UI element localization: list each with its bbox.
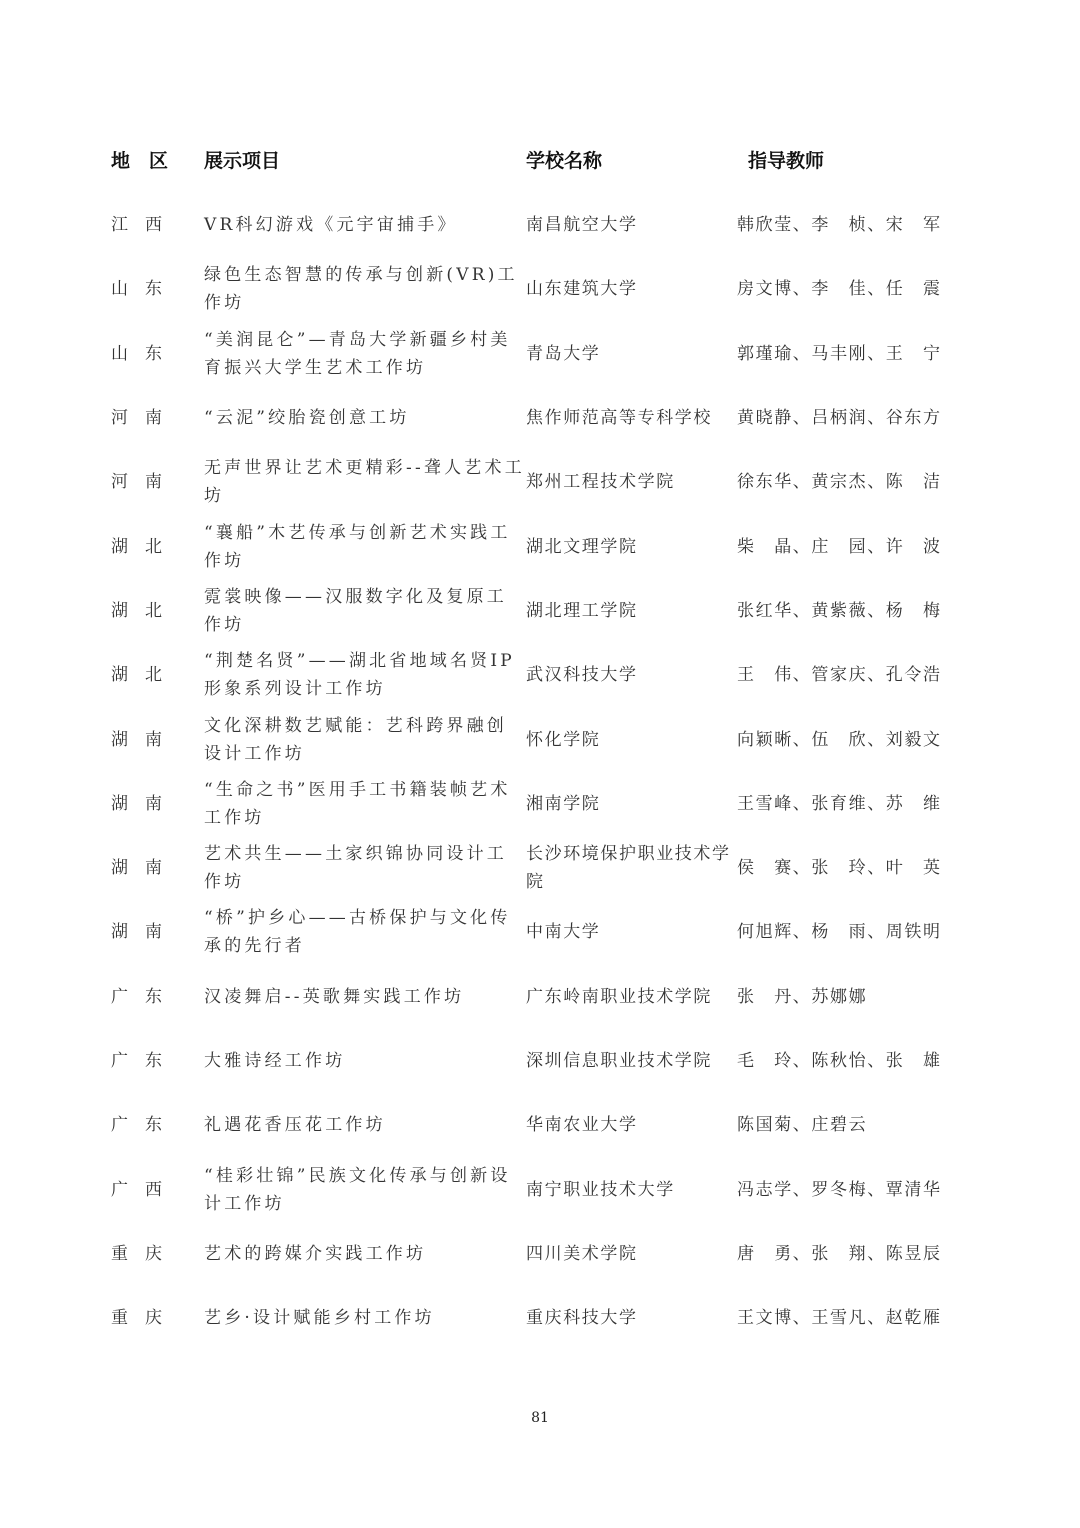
cell-project: 艺乡·设计赋能乡村工作坊	[204, 1308, 435, 1329]
cell-teacher: 张 丹、苏娜娜	[737, 986, 868, 1007]
cell-teacher: 唐 勇、张 翔、陈昱辰	[737, 1243, 942, 1264]
cell-project: “桂彩壮锦”民族文化传承与创新设计工作坊	[204, 1165, 511, 1214]
table-row	[0, 1029, 1080, 1093]
cell-region: 广 东	[111, 986, 162, 1007]
table-row	[0, 257, 1080, 321]
cell-project: “云泥”绞胎瓷创意工坊	[204, 408, 410, 429]
cell-region: 湖 北	[111, 600, 162, 621]
cell-project: 大雅诗经工作坊	[204, 1051, 346, 1071]
table-row	[0, 707, 1080, 771]
cell-teacher: 陈国菊、庄碧云	[737, 1115, 868, 1136]
cell-region: 江 西	[111, 215, 162, 236]
cell-school: 深圳信息职业技术学院	[526, 1051, 712, 1071]
cell-school: 南宁职业技术大学	[526, 1179, 675, 1200]
cell-teacher: 王雪峰、张育维、苏 维	[737, 793, 942, 814]
cell-school: 湖北理工学院	[526, 600, 638, 621]
cell-region: 广 东	[111, 1051, 162, 1071]
cell-teacher: 郭瑾瑜、马丰刚、王 宁	[737, 343, 942, 364]
cell-region: 河 南	[111, 472, 162, 493]
table-row	[0, 643, 1080, 707]
cell-region: 山 东	[111, 343, 162, 364]
cell-school: 郑州工程技术学院	[526, 472, 675, 493]
cell-teacher: 王 伟、管家庆、孔令浩	[737, 665, 942, 686]
table-row	[0, 965, 1080, 1029]
cell-region: 广 西	[111, 1179, 162, 1200]
cell-school: 广东岭南职业技术学院	[526, 986, 712, 1007]
cell-project: “桥”护乡心——古桥保护与文化传承的先行者	[204, 908, 511, 957]
table-row	[0, 1222, 1080, 1286]
cell-project: “美润昆仑”—青岛大学新疆乡村美育振兴大学生艺术工作坊	[204, 329, 511, 378]
cell-region: 重 庆	[111, 1308, 162, 1329]
cell-region: 湖 北	[111, 665, 162, 686]
cell-teacher: 徐东华、黄宗杰、陈 洁	[737, 472, 942, 493]
cell-school: 华南农业大学	[526, 1115, 638, 1136]
table-row	[0, 772, 1080, 836]
cell-teacher: 张红华、黄紫薇、杨 梅	[737, 600, 942, 621]
cell-school: 长沙环境保护职业技术学院	[526, 844, 731, 893]
cell-region: 湖 南	[111, 793, 162, 814]
cell-project: 绿色生态智慧的传承与创新(VR)工作坊	[204, 265, 518, 314]
table-row	[0, 1157, 1080, 1221]
cell-school: 四川美术学院	[526, 1243, 638, 1264]
cell-region: 山 东	[111, 279, 162, 300]
cell-project: “生命之书”医用手工书籍装帧艺术工作坊	[204, 779, 511, 828]
cell-school: 怀化学院	[526, 729, 601, 750]
cell-teacher: 侯 赛、张 玲、叶 英	[737, 858, 942, 879]
cell-teacher: 毛 玲、陈秋怡、张 雄	[737, 1051, 942, 1071]
cell-teacher: 何旭辉、杨 雨、周铁明	[737, 922, 942, 943]
table-header	[0, 146, 1080, 176]
cell-school: 南昌航空大学	[526, 215, 638, 236]
table-row	[0, 1286, 1080, 1350]
cell-teacher: 房文博、李 佳、任 震	[737, 279, 942, 300]
cell-region: 湖 南	[111, 729, 162, 750]
header-region: 地 区	[111, 150, 169, 172]
table-row	[0, 836, 1080, 900]
table-row	[0, 322, 1080, 386]
cell-school: 湘南学院	[526, 793, 601, 814]
cell-school: 武汉科技大学	[526, 665, 638, 686]
cell-teacher: 王文博、王雪凡、赵乾雁	[737, 1308, 942, 1329]
cell-project: “荆楚名贤”——湖北省地域名贤IP形象系列设计工作坊	[204, 651, 515, 700]
cell-school: 中南大学	[526, 922, 601, 943]
table-row	[0, 514, 1080, 578]
table-row	[0, 579, 1080, 643]
header-school: 学校名称	[526, 150, 603, 172]
cell-region: 河 南	[111, 408, 162, 429]
cell-project: “襄船”木艺传承与创新艺术实践工作坊	[204, 522, 511, 571]
table-row	[0, 900, 1080, 964]
cell-project: 艺术的跨媒介实践工作坊	[204, 1243, 427, 1264]
table-row	[0, 193, 1080, 257]
header-project: 展示项目	[204, 150, 281, 172]
cell-region: 广 东	[111, 1115, 162, 1136]
cell-school: 湖北文理学院	[526, 536, 638, 557]
cell-region: 湖 南	[111, 922, 162, 943]
cell-region: 湖 北	[111, 536, 162, 557]
cell-school: 青岛大学	[526, 343, 601, 364]
cell-project: VR科幻游戏《元宇宙捕手》	[204, 215, 458, 236]
table-row	[0, 1093, 1080, 1157]
table-body	[0, 193, 1080, 1350]
cell-region: 湖 南	[111, 858, 162, 879]
table-row	[0, 450, 1080, 514]
cell-teacher: 柴 晶、庄 园、许 波	[737, 536, 942, 557]
cell-project: 礼遇花香压花工作坊	[204, 1115, 386, 1136]
cell-school: 重庆科技大学	[526, 1308, 638, 1329]
cell-school: 焦作师范高等专科学校	[526, 408, 712, 429]
cell-teacher: 冯志学、罗冬梅、覃清华	[737, 1179, 942, 1200]
cell-region: 重 庆	[111, 1243, 162, 1264]
cell-project: 霓裳映像——汉服数字化及复原工作坊	[204, 586, 507, 635]
cell-teacher: 向颖晰、伍 欣、刘毅文	[737, 729, 942, 750]
header-teacher: 指导教师	[748, 150, 825, 172]
table-row	[0, 386, 1080, 450]
cell-teacher: 韩欣莹、李 桢、宋 军	[737, 215, 942, 236]
cell-project: 汉凌舞启--英歌舞实践工作坊	[204, 986, 465, 1007]
cell-school: 山东建筑大学	[526, 279, 638, 300]
cell-project: 文化深耕数艺赋能：艺科跨界融创设计工作坊	[204, 715, 507, 764]
cell-teacher: 黄晓静、吕柄润、谷东方	[737, 408, 942, 429]
cell-project: 无声世界让艺术更精彩--聋人艺术工坊	[204, 458, 525, 507]
cell-project: 艺术共生——土家织锦协同设计工作坊	[204, 844, 507, 893]
page-number: 81	[531, 1410, 549, 1426]
